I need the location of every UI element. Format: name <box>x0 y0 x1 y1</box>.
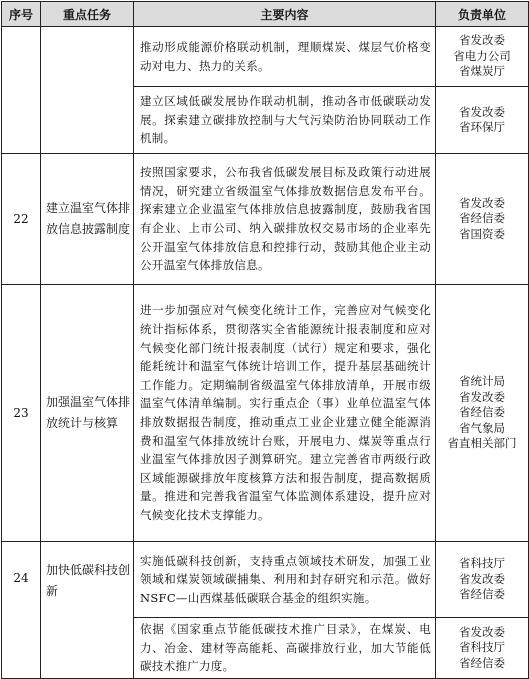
unit-item: 省经信委 <box>459 655 505 670</box>
row-units <box>436 542 529 618</box>
row-content: 建立区域低碳发展协作联动机制，推动各市低碳联动发展。探索建立碳排放控制与大气污染防治协同联动工作机制。 <box>134 87 436 154</box>
header-task: 重点任务 <box>41 2 134 27</box>
unit-item: 省发改委 <box>459 104 505 119</box>
unit-item: 省电力公司 <box>453 48 511 63</box>
unit-item: 省发改委 <box>459 624 505 639</box>
unit-item: 省发改委 <box>459 195 505 210</box>
header-unit: 负责单位 <box>436 2 529 27</box>
unit-item: 省发改委 <box>459 33 505 48</box>
unit-item: 省直相关部门 <box>447 436 517 451</box>
row-content: 推动形成能源价格联动机制，理顺煤炭、煤层气价格变动对电力、热力的关系。 <box>134 27 436 87</box>
row-content: 按照国家要求，公布我省低碳发展目标及政策行动进展情况，研究建立省级温室气体排放数据信息发布平台。探索建立企业温室气体排放信息披露制度，鼓励我省国有企业、上市公司、纳入碳排放权交易市场的企业率先公开温室气体排放信息和控排行动，鼓励其他企业主动公开温室气体排放信息。 <box>134 154 436 285</box>
unit-item: 省环保厅 <box>459 120 505 134</box>
row-content: 进一步加强应对气候变化统计工作，完善应对气候变化统计指标体系，贯彻落实全省能源统计报表制度和应对气候变化部门统计报表制度（试行）规定和要求，强化能耗统计和温室气体统计培训工作，提升基层基础统计工作能力。定期编制省级温室气体排放清单，开展市级温室气体清单编制。实行重点企（事）业单位温室气体排放数据报告制度，推动重点工业企业建立健全能源消费和温室气体排放统计台账，开展电力、煤炭等重点行业温室气体排放因子测算研究。建立完善省市两级行政区域能源碳排放年度核算方法和报告制度，提高数据质量。推进和完善我省温室气体监测体系建设，提升应对气候变化技术支撑能力。 <box>134 285 436 542</box>
unit-item: 省发改委 <box>459 389 505 404</box>
table-row <box>2 285 529 542</box>
task-table <box>1 1 529 679</box>
unit-item: 省经信委 <box>459 405 505 420</box>
unit-item: 省经信委 <box>459 587 505 602</box>
unit-item: 省煤炭厅 <box>459 64 505 79</box>
unit-item: 省统计局 <box>459 374 505 389</box>
row-content: 实施低碳科技创新，支持重点领域技术研发，加强工业领域和煤炭领域碳捕集、利用和封存研究和示范。做好 NSFC—山西煤基低碳联合基金的组织实施。 <box>134 542 436 618</box>
table-row <box>2 27 529 87</box>
table-header-row <box>2 2 529 27</box>
row-units <box>436 27 529 87</box>
unit-item: 省发改委 <box>459 571 505 586</box>
table-row <box>2 154 529 285</box>
row-task: 加快低碳科技创新 <box>41 542 134 679</box>
row-number: 22 <box>2 154 41 285</box>
row-task: 加强温室气体排放统计与核算 <box>41 285 134 542</box>
row-number: 23 <box>2 285 41 542</box>
row-units <box>436 154 529 285</box>
row-units <box>436 87 529 154</box>
row-content: 依据《国家重点节能低碳技术推广目录》，在煤炭、电力、冶金、建材等高能耗、高碳排放行业，加大节能低碳技术推广力度。 <box>134 618 436 679</box>
header-no: 序号 <box>2 2 41 27</box>
row-task: 建立温室气体排放信息披露制度 <box>41 154 134 285</box>
table-row <box>2 542 529 618</box>
unit-item: 省科技厅 <box>459 556 505 571</box>
row-task <box>41 27 134 154</box>
unit-item: 省国资委 <box>459 226 505 241</box>
row-units <box>436 285 529 542</box>
row-number: 24 <box>2 542 41 679</box>
row-units <box>436 618 529 679</box>
unit-item: 省气象局 <box>459 420 505 435</box>
row-number <box>2 27 41 154</box>
header-content: 主要内容 <box>134 2 436 27</box>
unit-item: 省经信委 <box>459 211 505 226</box>
unit-item: 省科技厅 <box>459 640 505 655</box>
